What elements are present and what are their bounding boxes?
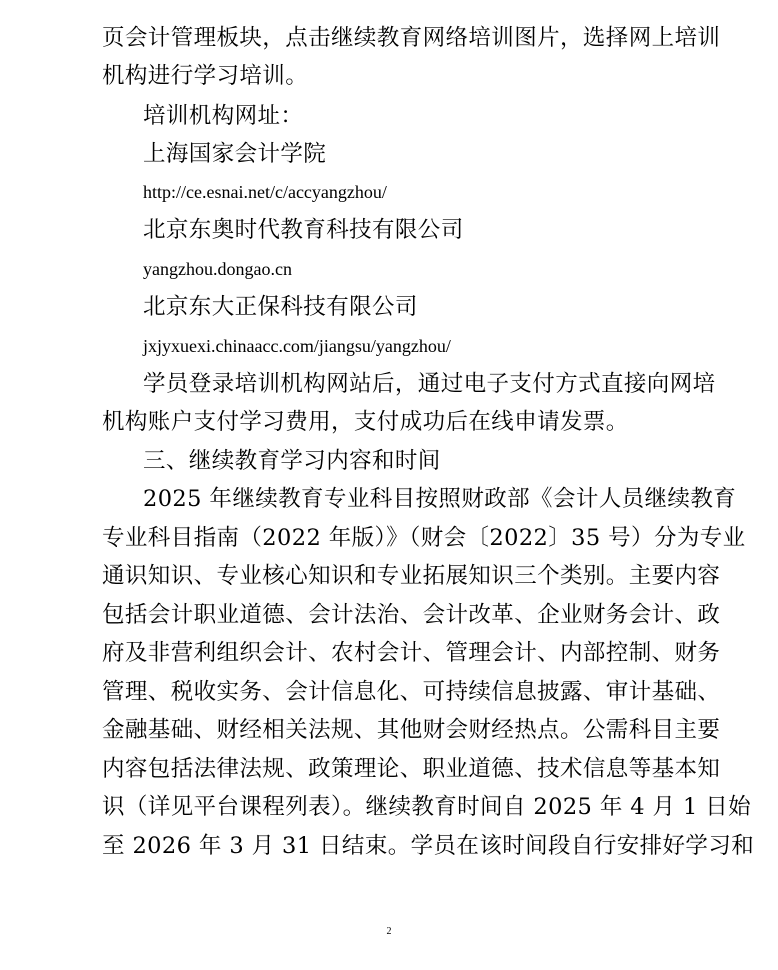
text-line: 上海国家会计学院 <box>143 141 327 167</box>
text-line: 通识知识、专业核心知识和专业拓展知识三个类别。主要内容 <box>102 563 721 589</box>
text-line: 培训机构网址： <box>143 103 304 129</box>
section-heading: 三、继续教育学习内容和时间 <box>143 448 441 474</box>
text-line: 管理、税收实务、会计信息化、可持续信息披露、审计基础、 <box>102 679 721 705</box>
text-line: 专业科目指南（2022 年版）》（财会〔2022〕35 号）分为专业 <box>102 525 746 551</box>
text-line: 包括会计职业道德、会计法治、会计改革、企业财务会计、政 <box>102 602 721 628</box>
text-line: 页会计管理板块，点击继续教育网络培训图片，选择网上培训 <box>102 25 721 51</box>
text-line: 至 2026 年 3 月 31 日结束。学员在该时间段自行安排好学习和 <box>102 833 755 859</box>
url-line: http://ce.esnai.net/c/accyangzhou/ <box>143 182 387 202</box>
page-number: 2 <box>386 926 392 937</box>
text-line: 学员登录培训机构网站后，通过电子支付方式直接向网培 <box>143 371 716 397</box>
text-line: 机构进行学习培训。 <box>102 63 309 89</box>
text-line: 北京东奥时代教育科技有限公司 <box>143 217 464 243</box>
text-line: 2025 年继续教育专业科目按照财政部《会计人员继续教育 <box>143 486 737 512</box>
text-line: 府及非营利组织会计、农村会计、管理会计、内部控制、财务 <box>102 640 721 666</box>
text-line: 识（详见平台课程列表）。继续教育时间自 2025 年 4 月 1 日始 <box>102 794 752 820</box>
url-line: jxjyxuexi.chinaacc.com/jiangsu/yangzhou/ <box>143 336 451 356</box>
text-line: 金融基础、财经相关法规、其他财会财经热点。公需科目主要 <box>102 717 721 743</box>
text-line: 机构账户支付学习费用，支付成功后在线申请发票。 <box>102 409 629 435</box>
text-line: 北京东大正保科技有限公司 <box>143 294 418 320</box>
text-line: 内容包括法律法规、政策理论、职业道德、技术信息等基本知 <box>102 756 721 782</box>
url-line: yangzhou.dongao.cn <box>143 259 292 279</box>
